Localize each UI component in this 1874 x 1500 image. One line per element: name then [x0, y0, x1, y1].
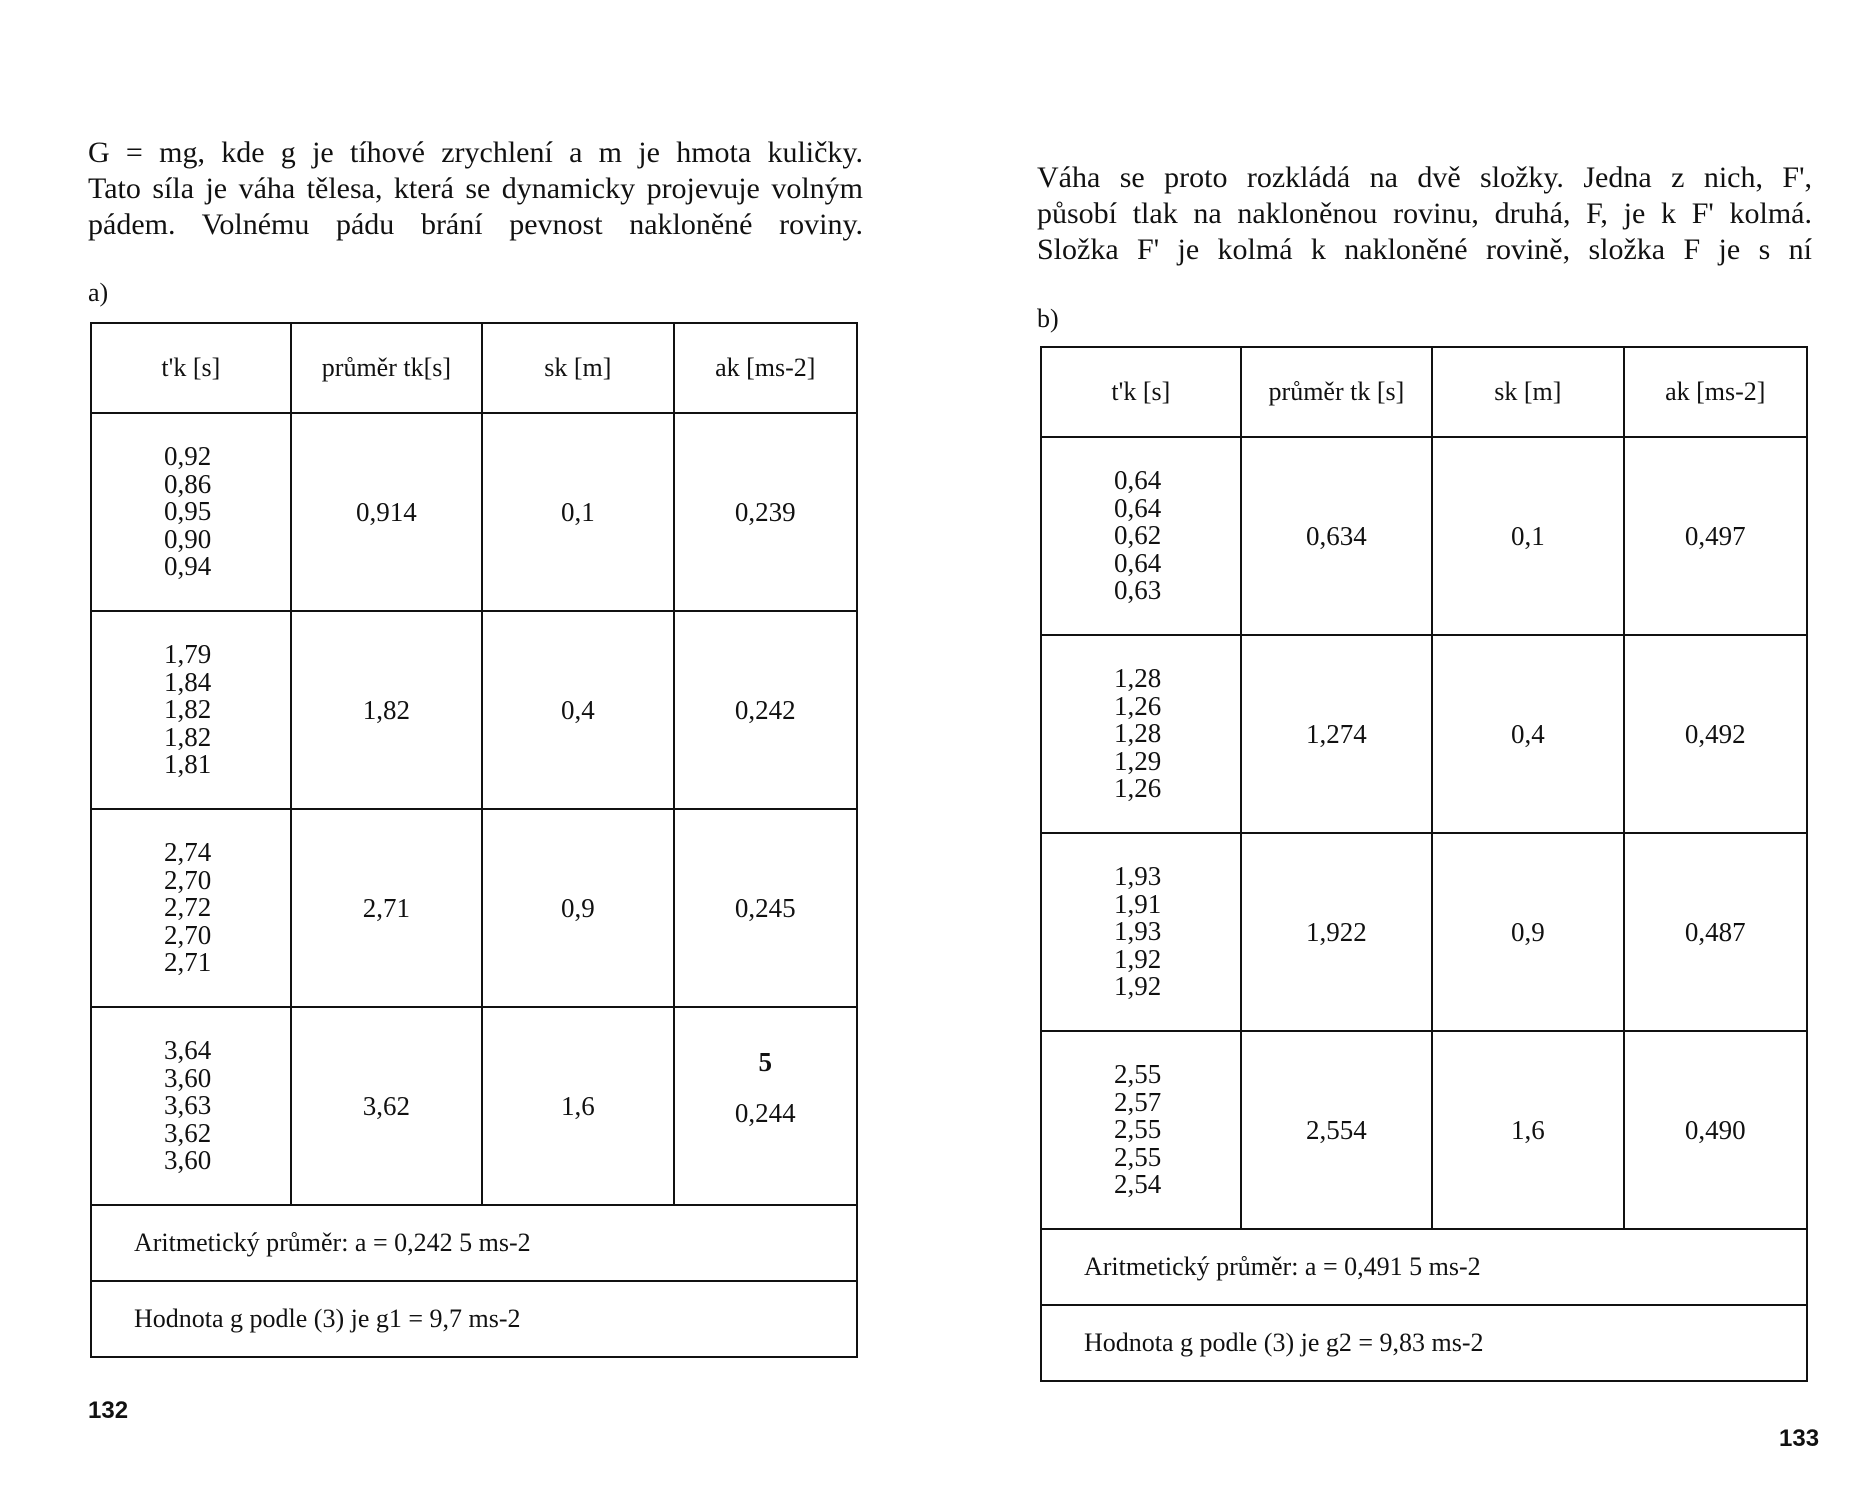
time-list-cell: [91, 1007, 291, 1205]
acceleration-cell: 0,492: [1624, 635, 1808, 833]
paragraph-line: pádem. Volnému pádu brání pevnost nakloněné roviny.: [88, 208, 863, 241]
time-value: 1,28: [1114, 663, 1162, 694]
time-list-cell: [1041, 1031, 1241, 1229]
time-value: 2,72: [164, 892, 212, 923]
acceleration-cell: 0,490: [1624, 1031, 1808, 1229]
time-value: 2,70: [164, 919, 212, 950]
table-row: [1041, 1031, 1807, 1229]
page-number: 132: [88, 1397, 129, 1424]
mean-cell: 3,62: [291, 1007, 483, 1205]
mean-cell: 0,634: [1241, 437, 1433, 635]
time-list-cell: [91, 809, 291, 1007]
mean-cell: 1,922: [1241, 833, 1433, 1031]
measurement-table-a: [90, 322, 858, 1358]
time-value: 2,54: [1114, 1169, 1162, 1200]
time-value: 0,63: [1114, 575, 1162, 606]
time-value: 0,92: [164, 441, 212, 472]
time-value: 0,94: [164, 551, 212, 582]
time-value: 2,74: [164, 837, 212, 868]
paragraph-line: Tato síla je váha tělesa, která se dynamicky projevuje volným: [88, 172, 863, 205]
table-row: [1041, 437, 1807, 635]
footer-row: [1041, 1229, 1807, 1305]
distance-cell: 0,4: [1432, 635, 1623, 833]
paragraph-line: Složka F' je kolmá k nakloněné rovině, složka F je s ní: [1037, 233, 1812, 266]
stray-mark: 5: [758, 1047, 772, 1077]
table-row: [1041, 635, 1807, 833]
time-value: 1,91: [1114, 888, 1162, 919]
table-row: [91, 413, 857, 611]
time-value: 2,71: [164, 947, 212, 978]
header-row: [91, 323, 857, 413]
time-list-cell: [91, 413, 291, 611]
time-value: 0,64: [1114, 492, 1162, 523]
time-value: 3,62: [164, 1117, 212, 1148]
time-value: 1,93: [1114, 861, 1162, 892]
time-value: 1,84: [164, 666, 212, 697]
time-value: 2,70: [164, 864, 212, 895]
paragraph-line: Váha se proto rozkládá na dvě složky. Jedna z nich, F',: [1037, 161, 1812, 194]
acceleration-value: 0,244: [734, 1098, 796, 1128]
header-acceleration: ak [ms-2]: [674, 323, 858, 413]
paragraph-line: působí tlak na nakloněnou rovinu, druhá, F, je k F' kolmá.: [1037, 197, 1812, 230]
time-value: 0,64: [1114, 547, 1162, 578]
time-value: 0,95: [164, 496, 212, 527]
time-value: 0,90: [164, 523, 212, 554]
header-distance: sk [m]: [482, 323, 673, 413]
footer-row: [91, 1205, 857, 1281]
acceleration-cell: 0,245: [674, 809, 858, 1007]
g-value: Hodnota g podle (3) je g1 = 9,7 ms-2: [91, 1281, 857, 1357]
footer-row: [91, 1281, 857, 1357]
acceleration-cell: [674, 1007, 858, 1205]
time-list-cell: [91, 611, 291, 809]
arithmetic-mean: Aritmetický průměr: a = 0,242 5 ms-2: [91, 1205, 857, 1281]
table-row: [91, 809, 857, 1007]
time-value: 1,29: [1114, 745, 1162, 776]
table-label: b): [1037, 304, 1059, 333]
paragraph: [1037, 160, 1812, 268]
time-value: 1,79: [164, 639, 212, 670]
time-value: 1,26: [1114, 690, 1162, 721]
time-value: 3,60: [164, 1145, 212, 1176]
time-value: 1,82: [164, 721, 212, 752]
header-mean: průměr tk [s]: [1241, 347, 1433, 437]
time-value: 2,57: [1114, 1086, 1162, 1117]
time-value: 2,55: [1114, 1059, 1162, 1090]
g-value: Hodnota g podle (3) je g2 = 9,83 ms-2: [1041, 1305, 1807, 1381]
time-value: 0,64: [1114, 465, 1162, 496]
distance-cell: 1,6: [1432, 1031, 1623, 1229]
header-distance: sk [m]: [1432, 347, 1623, 437]
time-list-cell: [1041, 635, 1241, 833]
time-list-cell: [1041, 833, 1241, 1031]
page-right: [937, 0, 1874, 1500]
header-mean: průměr tk[s]: [291, 323, 483, 413]
table-label: a): [88, 278, 109, 307]
time-value: 1,81: [164, 749, 212, 780]
paragraph: [88, 135, 863, 243]
arithmetic-mean: Aritmetický průměr: a = 0,491 5 ms-2: [1041, 1229, 1807, 1305]
acceleration-cell: 0,239: [674, 413, 858, 611]
time-value: 3,64: [164, 1035, 212, 1066]
time-value: 1,26: [1114, 773, 1162, 804]
mean-cell: 1,274: [1241, 635, 1433, 833]
header-time: t'k [s]: [1041, 347, 1241, 437]
time-value: 1,93: [1114, 916, 1162, 947]
time-value: 3,60: [164, 1062, 212, 1093]
mean-cell: 1,82: [291, 611, 483, 809]
header-row: [1041, 347, 1807, 437]
measurement-table-b: [1040, 346, 1808, 1382]
time-value: 1,92: [1114, 971, 1162, 1002]
table-row: [91, 1007, 857, 1205]
time-value: 0,86: [164, 468, 212, 499]
distance-cell: 1,6: [482, 1007, 673, 1205]
header-acceleration: ak [ms-2]: [1624, 347, 1808, 437]
table-row: [91, 611, 857, 809]
distance-cell: 0,9: [1432, 833, 1623, 1031]
time-value: 1,82: [164, 694, 212, 725]
header-time: t'k [s]: [91, 323, 291, 413]
time-value: 1,92: [1114, 943, 1162, 974]
time-value: 3,63: [164, 1090, 212, 1121]
mean-cell: 2,71: [291, 809, 483, 1007]
mean-cell: 2,554: [1241, 1031, 1433, 1229]
time-value: 2,55: [1114, 1141, 1162, 1172]
paragraph-line: G = mg, kde g je tíhové zrychlení a m je hmota kuličky.: [88, 136, 863, 169]
footer-row: [1041, 1305, 1807, 1381]
time-value: 2,55: [1114, 1114, 1162, 1145]
acceleration-cell: 0,242: [674, 611, 858, 809]
distance-cell: 0,1: [482, 413, 673, 611]
table-row: [1041, 833, 1807, 1031]
distance-cell: 0,4: [482, 611, 673, 809]
mean-cell: 0,914: [291, 413, 483, 611]
acceleration-cell: 0,487: [1624, 833, 1808, 1031]
page-number: 133: [1779, 1425, 1820, 1452]
distance-cell: 0,1: [1432, 437, 1623, 635]
time-value: 0,62: [1114, 520, 1162, 551]
time-value: 1,28: [1114, 718, 1162, 749]
acceleration-cell: 0,497: [1624, 437, 1808, 635]
distance-cell: 0,9: [482, 809, 673, 1007]
time-list-cell: [1041, 437, 1241, 635]
